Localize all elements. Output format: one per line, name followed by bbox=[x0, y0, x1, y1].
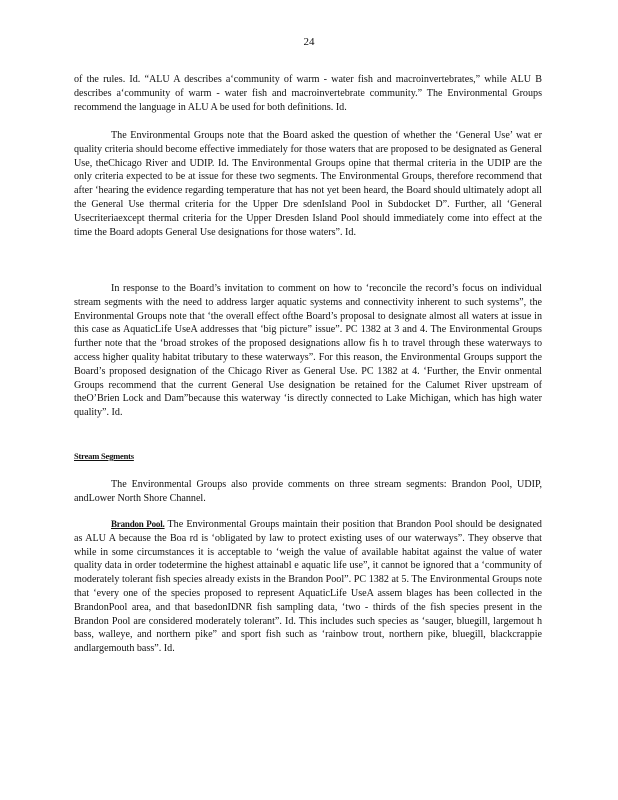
brandon-pool-runin-heading: Brandon Pool. bbox=[111, 519, 165, 529]
section-heading-stream-segments: Stream Segments bbox=[74, 451, 134, 461]
paragraph-alu-definitions: of the rules. Id. “ALU A describes a‘community of warm - water fish and macroinvertebrates,” while ALU B describes a‘community of warm - water fish and macroinvertebrate community.” The Environmental Groups recommend the language in ALU A be used for both definitions. Id. bbox=[74, 74, 542, 113]
paragraph-general-use-criteria: The Environmental Groups note that the Board asked the question of whether the ‘General Use’ wat er quality criteria should become effective immediately for those waters that are proposed to be designated as General Use, theChicago River and UDIP. Id. The Environmental Groups opine that thermal criteria in the UDIP are the only criteria expected to be at issue for these two segments. The Environmental Groups, therefore recommend that after ‘hearing the evidence regarding temperature that has not yet been heard, the Board should ultimately adopt all the General Use thermal criteria for the Upper Dre sdenIsland Pool in Subdocket D”. Further, all ‘General Usecriteriaexcept thermal criteria for the Upper Dresden Island Pool should immediately come into effect at the time the Board adopts General Use designations for those waters”. Id. bbox=[74, 130, 542, 238]
paragraph-stream-segments: The Environmental Groups also provide comments on three stream segments: Brandon Pool, UDIP, andLower North Shore Channel. bbox=[74, 479, 542, 504]
paragraph-brandon-pool bbox=[74, 518, 542, 656]
paragraph-board-invitation: In response to the Board’s invitation to comment on how to ‘reconcile the record’s focus on individual stream segments with the need to address larger aquatic systems and connectivity inherent to such systems”, the Environmental Groups note that ‘the overall effect ofthe Board’s proposal to designate almost all waters at issue in this case as AquaticLife UseA addresses that ‘big picture” issue”. PC 1382 at 3 and 4. The Environmental Groups further note that the ‘broad strokes of the proposed designations allow fis h to travel through these waterways to access higher quality habitat tributary to these waterways”. For this reason, the Environmental Groups support the Board’s proposed designation of the Chicago River as General Use. PC 1382 at 4. ‘Further, the Envir onmental Groups recommend that the current General Use designation be retained for the Calumet River upstream of theO’Brien Lock and Dam”because this waterway ‘is directly connected to Lake Michigan, which has high water quality”. Id. bbox=[74, 283, 542, 419]
brandon-pool-body: The Environmental Groups maintain their position that Brandon Pool should be designated as ALU A because the Boa rd is ‘obligated by law to protect existing uses of our waterways”. They observe that while in some circumstances it is acceptable to ‘weigh the value of available habitat against the value of water quality data in order todetermine the highest attainabl e aquatic life use”, it cannot be ignored that a ‘community of moderately tolerant fish species already exists in the Brandon Pool”. PC 1382 at 5. The Environmental Groups note that ‘every one of the species proposed to represent AquaticLife UseA assem blages has been collected in the BrandonPool area, and that basedonIDNR fish sampling data, ‘two - thirds of the fish species present in the Brandon Pool are considered moderately tolerant”. Id. This includes such species as ‘sauger, bluegill, largemout h bass, walleye, and northern pike” and sport fish such as ‘rainbow trout, northern pike, bluegill, blackcrappie andlargemouth bass”. Id. bbox=[74, 519, 542, 655]
page-number: 24 bbox=[303, 36, 315, 48]
